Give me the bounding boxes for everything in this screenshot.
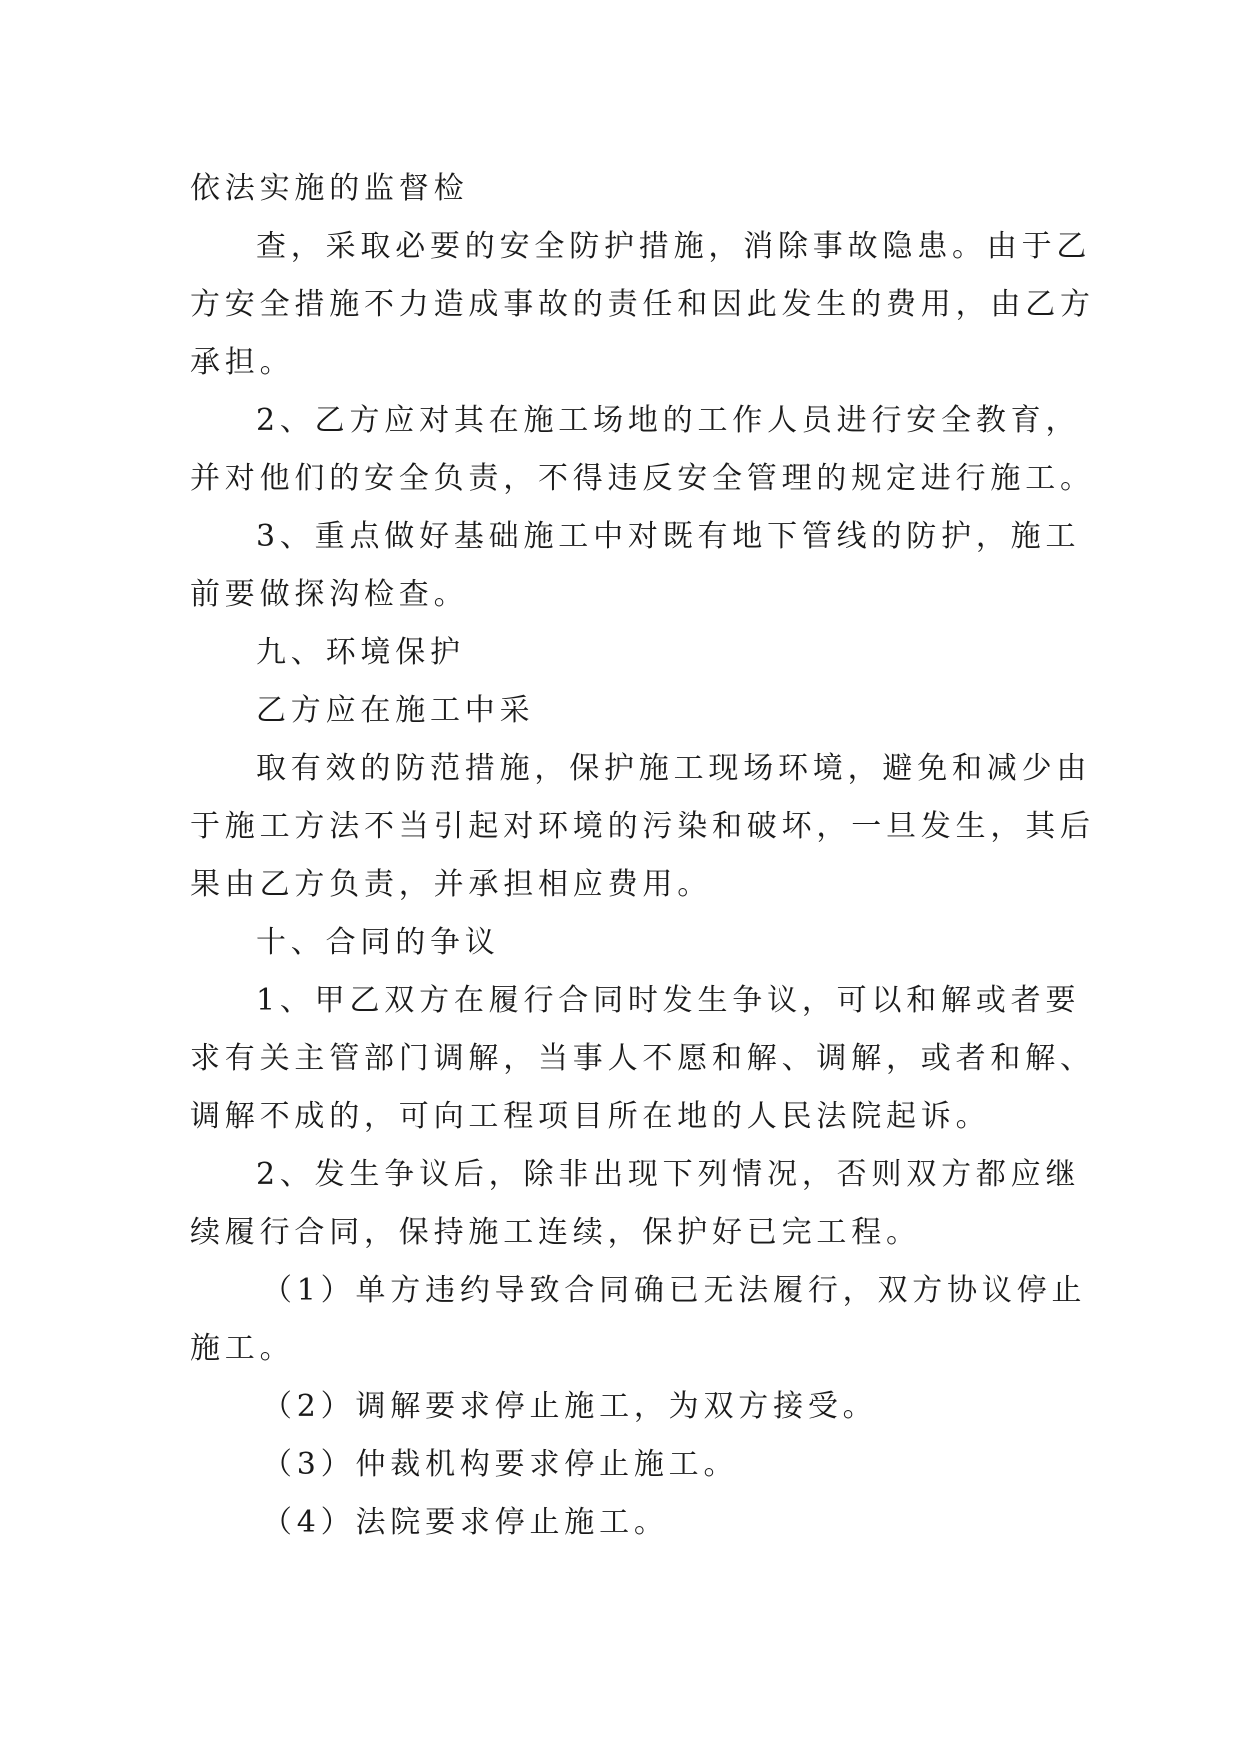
text-line: （3）仲裁机构要求停止施工。 [262,1447,739,1482]
document-body [190,160,1095,1552]
text-line: （1）单方违约导致合同确已无法履行，双方协议停止 [262,1273,1087,1308]
text-line: 依法实施的监督检 [190,171,469,206]
text-line: 施工。 [190,1331,295,1366]
text-line: 求有关主管部门调解，当事人不愿和解、调解，或者和解、 [190,1041,1095,1076]
text-line: 取有效的防范措施，保护施工现场环境，避免和减少由 [256,751,1092,786]
text-line: （2）调解要求停止施工，为双方接受。 [262,1389,878,1424]
text-line: 承担。 [190,345,295,380]
text-line: 于施工方法不当引起对环境的污染和破坏，一旦发生，其后 [190,809,1095,844]
text-line: 并对他们的安全负责，不得违反安全管理的规定进行施工。 [190,461,1095,496]
text-line: 1、甲乙双方在履行合同时发生争议，可以和解或者要 [256,983,1081,1018]
text-line: 查，采取必要的安全防护措施，消除事故隐患。由于乙 [256,229,1092,264]
text-line: 2、发生争议后，除非出现下列情况，否则双方都应继 [256,1157,1081,1192]
text-line: 调解不成的，可向工程项目所在地的人民法院起诉。 [190,1099,991,1134]
text-line: 果由乙方负责，并承担相应费用。 [190,867,712,902]
text-line: （4）法院要求停止施工。 [262,1505,669,1540]
text-line: 乙方应在施工中采 [256,693,535,728]
text-line: 方安全措施不力造成事故的责任和因此发生的费用，由乙方 [190,287,1095,322]
section-heading: 九、环境保护 [256,635,465,670]
text-line: 2、乙方应对其在施工场地的工作人员进行安全教育， [256,403,1081,438]
text-line: 3、重点做好基础施工中对既有地下管线的防护，施工 [256,519,1081,554]
text-line: 续履行合同，保持施工连续，保护好已完工程。 [190,1215,921,1250]
text-line: 前要做探沟检查。 [190,577,469,612]
section-heading: 十、合同的争议 [256,925,500,960]
